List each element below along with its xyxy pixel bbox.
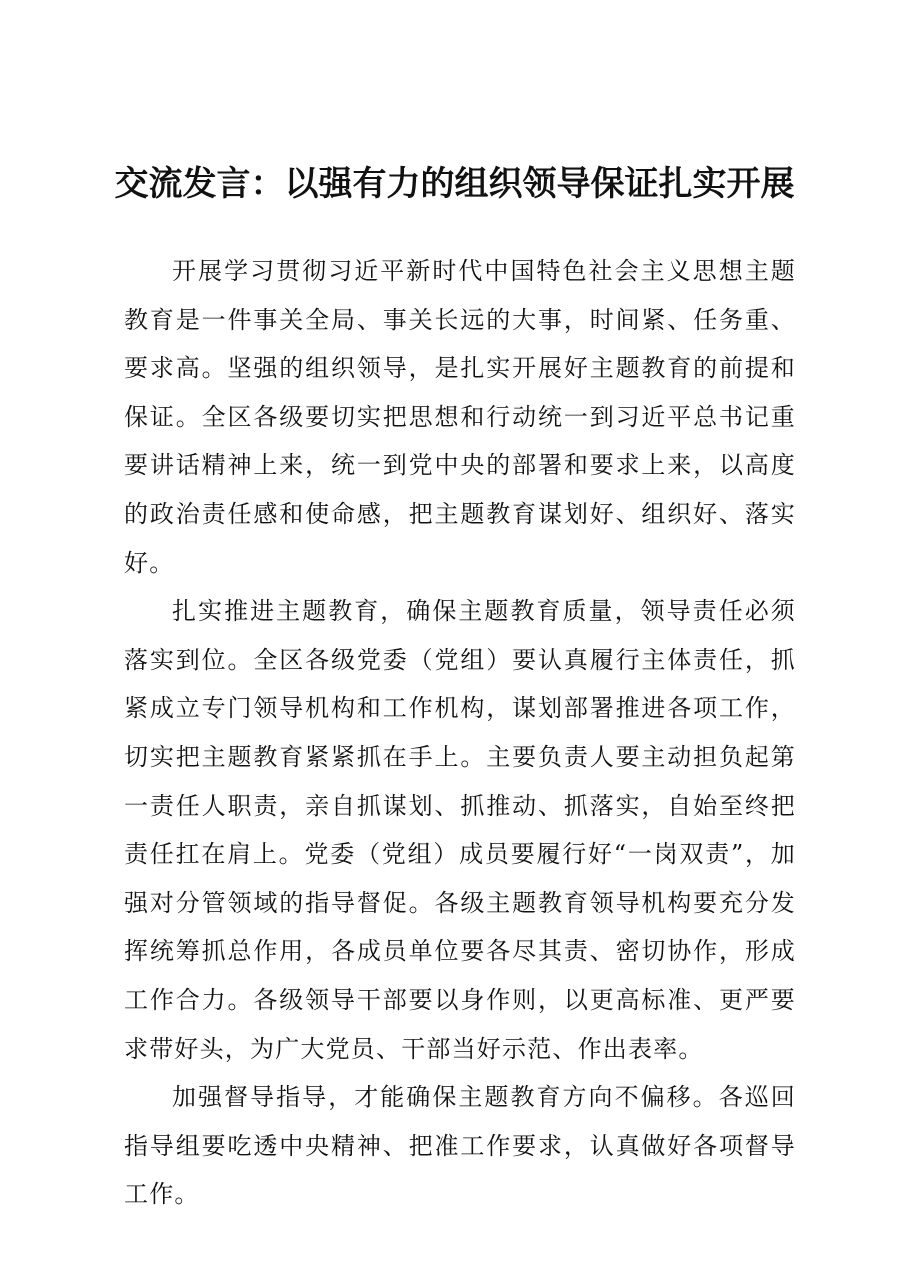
paragraph-3: 加强督导指导，才能确保主题教育方向不偏移。各巡回指导组要吃透中央精神、把准工作要求，认真做好各项督导工作。: [124, 1083, 796, 1209]
paragraph-1: 开展学习贯彻习近平新时代中国特色社会主义思想主题教育是一件事关全局、事关长远的大事，时间紧、任务重、要求高。坚强的组织领导，是扎实开展好主题教育的前提和保证。全区各级要切实把思想和行动统一到习近平总书记重要讲话精神上来，统一到党中央的部署和要求上来，以高度的政治责任感和使命感，把主题教育谋划好、组织好、落实好。: [124, 257, 796, 577]
document-body: [124, 247, 796, 1219]
document-title: 交流发言：以强有力的组织领导保证扎实开展: [114, 164, 795, 204]
paragraph-2: 扎实推进主题教育，确保主题教育质量，领导责任必须落实到位。全区各级党委（党组）要认真履行主体责任，抓紧成立专门领导机构和工作机构，谋划部署推进各项工作，切实把主题教育紧紧抓在手上。主要负责人要主动担负起第一责任人职责，亲自抓谋划、抓推动、抓落实，自始至终把责任扛在肩上。党委（党组）成员要履行好“一岗双责”，加强对分管领域的指导督促。各级主题教育领导机构要充分发挥统筹抓总作用，各成员单位要各尽其责、密切协作，形成工作合力。各级领导干部要以身作则，以更高标准、更严要求带好头，为广大党员、干部当好示范、作出表率。: [124, 597, 796, 1063]
